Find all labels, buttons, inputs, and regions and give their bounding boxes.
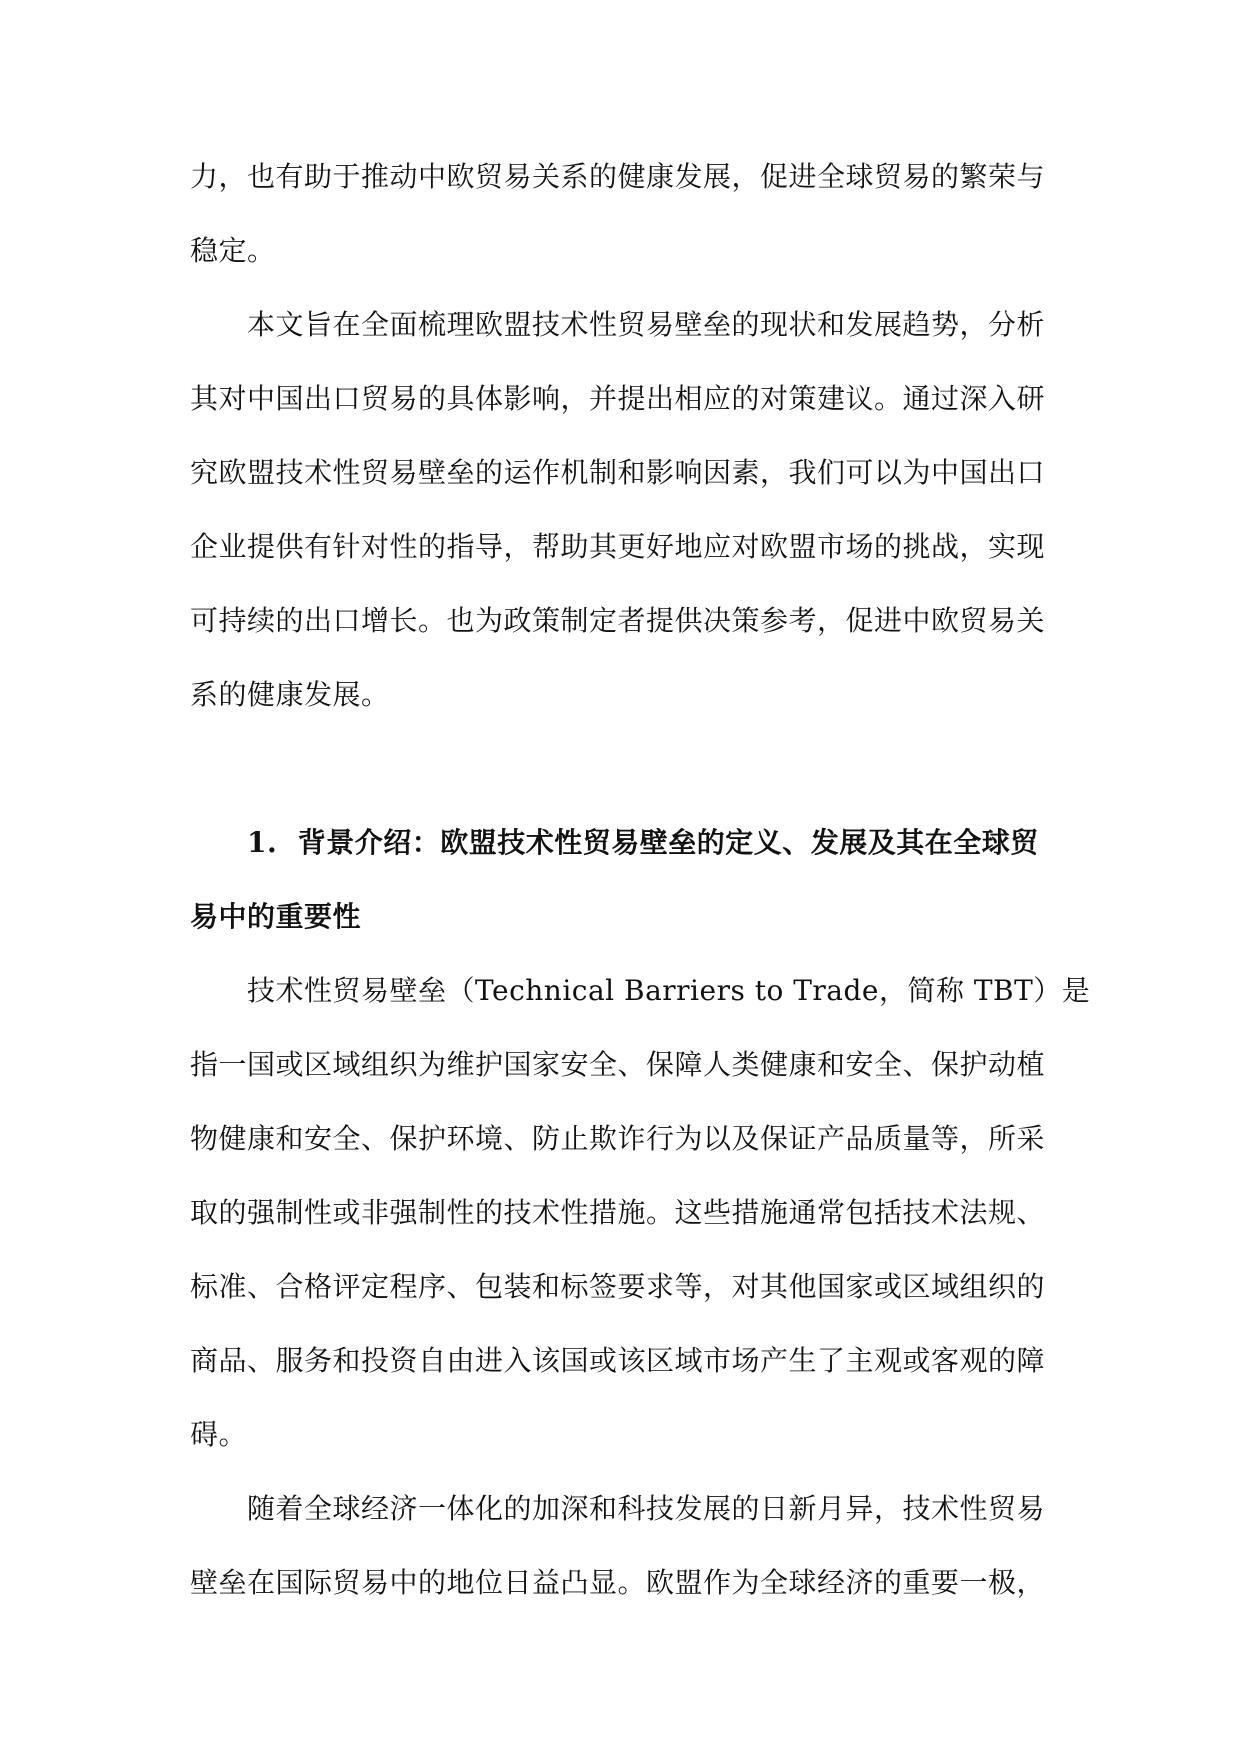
text-line: 其对中国出口贸易的具体影响，并提出相应的对策建议。通过深入研 [190,382,1046,415]
paragraph-globalization [190,1472,1060,1620]
text-line: 碍。 [190,1418,248,1451]
heading-line: 易中的重要性 [190,900,362,933]
text-line: 标准、合格评定程序、包装和标签要求等，对其他国家或区域组织的 [190,1270,1046,1303]
document-body [190,140,1091,1620]
text-line: 物健康和安全、保护环境、防止欺诈行为以及保证产品质量等，所采 [190,1122,1046,1155]
text-line: 本文旨在全面梳理欧盟技术性贸易壁垒的现状和发展趋势，分析 [247,308,1046,341]
heading-line: 1. 背景介绍：欧盟技术性贸易壁垒的定义、发展及其在全球贸 [247,826,1039,859]
paragraph-tbt-definition [190,954,1091,1472]
text-line: 系的健康发展。 [190,678,390,711]
text-line: 技术性贸易壁垒（Technical Barriers to Trade，简称 TBT）是 [247,974,1091,1007]
text-line: 商品、服务和投资自由进入该国或该区域市场产生了主观或客观的障 [190,1344,1046,1377]
text-line: 力，也有助于推动中欧贸易关系的健康发展，促进全球贸易的繁荣与 [190,160,1046,193]
paragraph-continuation [190,140,1060,288]
paragraph-spacer [190,732,1060,806]
section-heading [190,806,1060,954]
text-line: 企业提供有针对性的指导，帮助其更好地应对欧盟市场的挑战，实现 [190,530,1046,563]
text-line: 随着全球经济一体化的加深和科技发展的日新月异，技术性贸易 [247,1492,1046,1525]
text-line: 稳定。 [190,234,276,267]
text-line: 取的强制性或非强制性的技术性措施。这些措施通常包括技术法规、 [190,1196,1046,1229]
text-line: 壁垒在国际贸易中的地位日益凸显。欧盟作为全球经济的重要一极， [190,1566,1046,1599]
text-line: 究欧盟技术性贸易壁垒的运作机制和影响因素，我们可以为中国出口 [190,456,1046,489]
text-line: 可持续的出口增长。也为政策制定者提供决策参考，促进中欧贸易关 [190,604,1046,637]
paragraph-purpose [190,288,1060,732]
text-line: 指一国或区域组织为维护国家安全、保障人类健康和安全、保护动植 [190,1048,1046,1081]
